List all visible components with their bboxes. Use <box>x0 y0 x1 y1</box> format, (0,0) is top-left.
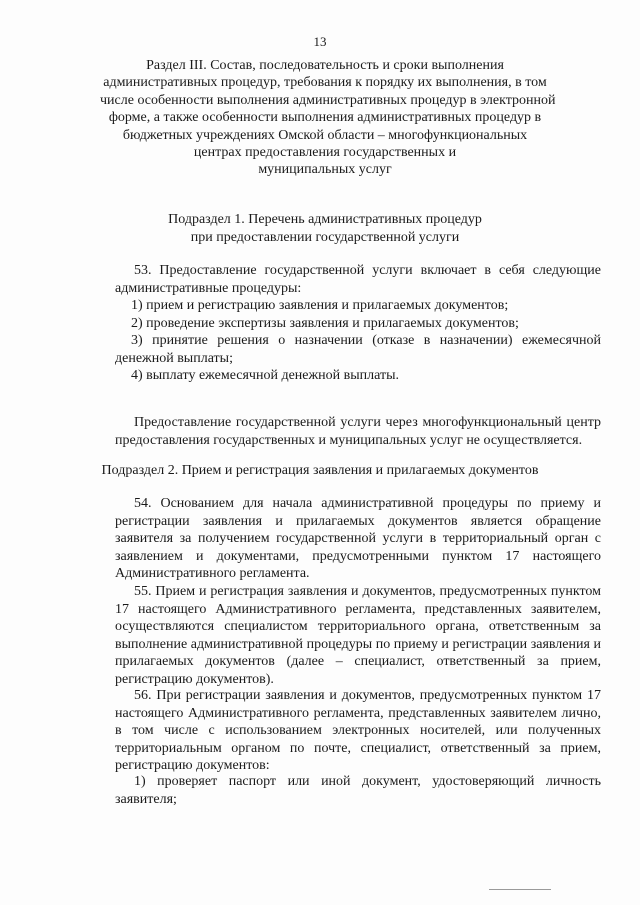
paragraph-56-item-1-text: 1) проверяет паспорт или иной документ, удостоверяющий личность заявителя; <box>115 774 601 807</box>
section-title-line: числе особенности выполнения административных процедур в электронной <box>100 92 556 108</box>
paragraph-53-item: 3) принятие решения о назначении (отказе в назначении) ежемесячной денежной выплаты; <box>115 333 601 366</box>
section-title-line: форме, а также особенности выполнения административных процедур в <box>108 110 542 126</box>
page-number: 13 <box>313 34 327 49</box>
section-title-line: центрах предоставления государственных и <box>193 145 457 161</box>
subsection-1-line: при предоставлении государственной услуги <box>190 229 460 245</box>
paragraph-56 <box>115 687 601 775</box>
paragraph-56-text: 56. При регистрации заявления и документов, предусмотренных пунктом 17 настоящего Административного регламента, представленных заявителем лично, в том числе с использованием электронных носителей, или полученных территориальным органом по почте, специалист, ответственный за прием, регистрацию документов: <box>115 688 601 773</box>
subsection-2-heading: Подраздел 2. Прием и регистрация заявления и прилагаемых документов <box>101 463 539 478</box>
section-title-line: муниципальных услуг <box>258 162 392 178</box>
scan-edge-mark <box>489 889 551 890</box>
paragraph-56-item-1 <box>115 773 601 808</box>
paragraph-55-text: 55. Прием и регистрация заявления и документов, предусмотренных пунктом 17 настоящего Административного регламента, представленных заявителем, осуществляются специалистом территориального органа, ответственным за выполнение административной процедуры по приему и регистрации заявления и прилагаемых документов (далее – специалист, ответственный за прием, регистрацию документов). <box>115 584 601 687</box>
section-title-line: бюджетных учреждениях Омской области – многофункциональных <box>122 127 528 143</box>
section-title-line: административных процедур, требования к порядку их выполнения, в том <box>103 75 547 91</box>
paragraph-53-item: 2) проведение экспертизы заявления и прилагаемых документов; <box>131 315 519 331</box>
subsection-1-heading <box>120 211 530 246</box>
paragraph-53-item: 1) прием и регистрацию заявления и прилагаемых документов; <box>131 298 509 313</box>
paragraph-54 <box>115 495 601 583</box>
paragraph-53-item: 4) выплату ежемесячной денежной выплаты. <box>131 368 400 383</box>
paragraph-not-provided-text: Предоставление государственной услуги через многофункциональный центр предоставления государственных и муниципальных услуг не осуществляется. <box>115 415 601 448</box>
section-title-line: Раздел III. Состав, последовательность и сроки выполнения <box>146 58 504 73</box>
paragraph-not-provided <box>115 414 601 449</box>
paragraph-53 <box>115 262 601 385</box>
paragraph-54-text: 54. Основанием для начала административной процедуры по приему и регистрации заявления и прилагаемых документов является обращение заявителя за получением государственной услуги в территориальный орган с заявлением и документами, предусмотренными пунктом 17 настоящего Административного регламента. <box>115 496 601 581</box>
paragraph-53-intro: 53. Предоставление государственной услуги включает в себя следующие административные процедуры: <box>115 263 601 296</box>
subsection-1-line: Подраздел 1. Перечень административных процедур <box>168 212 482 227</box>
section-title <box>100 57 556 179</box>
paragraph-55 <box>115 583 601 688</box>
